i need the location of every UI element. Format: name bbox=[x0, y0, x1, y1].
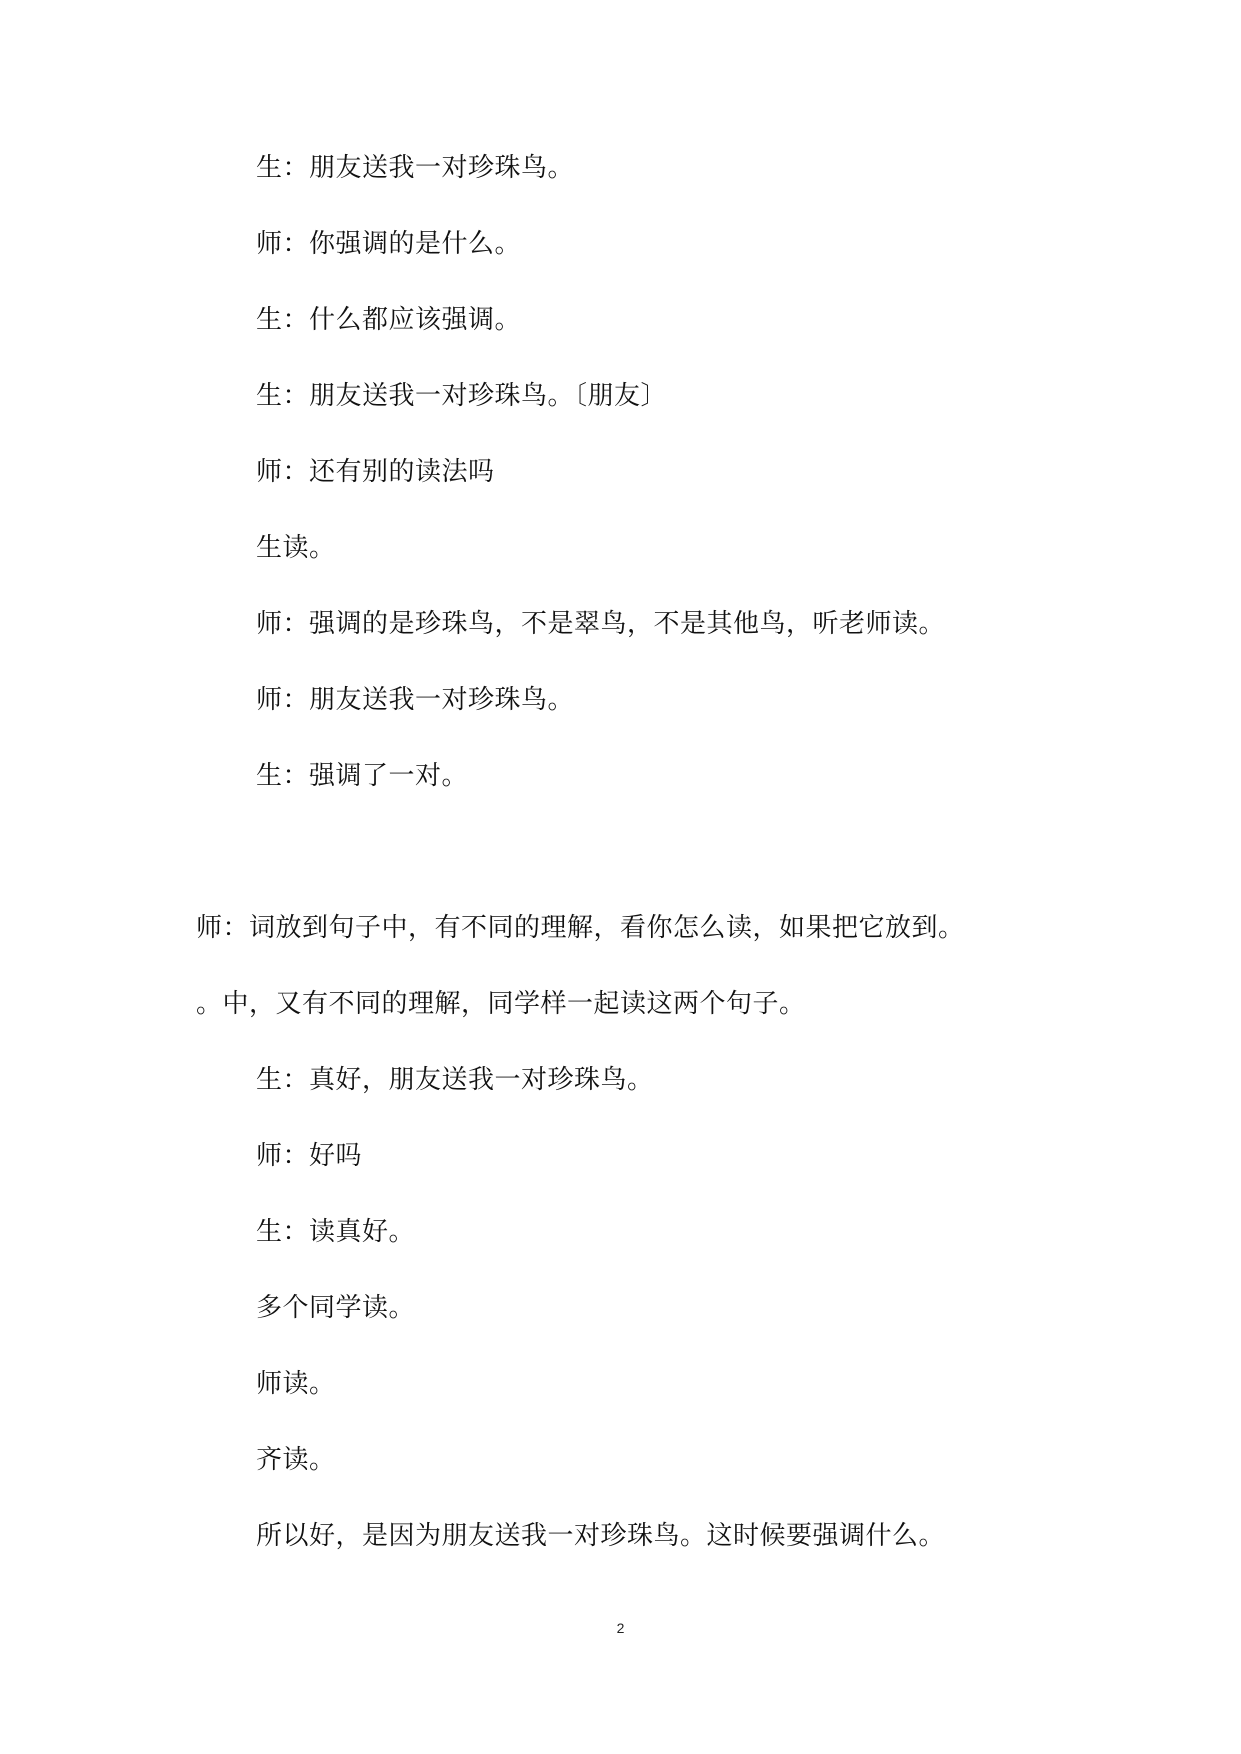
text-line: 师读。 bbox=[256, 1369, 336, 1399]
text-line: 。中，又有不同的理解，同学样一起读这两个句子。 bbox=[196, 989, 806, 1019]
text-line: 生：强调了一对。 bbox=[256, 761, 469, 791]
text-line: 生：真好，朋友送我一对珍珠鸟。 bbox=[256, 1065, 654, 1095]
text-line: 师：强调的是珍珠鸟，不是翠鸟，不是其他鸟，听老师读。 bbox=[256, 609, 946, 639]
text-line: 师：好吗 bbox=[256, 1141, 363, 1171]
page-number: 2 bbox=[616, 1620, 625, 1636]
text-line: 生：什么都应该强调。 bbox=[256, 305, 522, 335]
text-line: 多个同学读。 bbox=[256, 1293, 416, 1323]
text-line: 生读。 bbox=[256, 533, 336, 563]
text-line: 所以好，是因为朋友送我一对珍珠鸟。这时候要强调什么。 bbox=[256, 1521, 946, 1551]
text-line: 师：词放到句子中，有不同的理解，看你怎么读，如果把它放到。 bbox=[196, 913, 965, 943]
text-line: 师：朋友送我一对珍珠鸟。 bbox=[256, 685, 575, 715]
text-line: 师：你强调的是什么。 bbox=[256, 229, 522, 259]
text-line: 师：还有别的读法吗 bbox=[256, 457, 495, 487]
text-line: 生：朋友送我一对珍珠鸟。〔朋友〕 bbox=[256, 381, 668, 411]
text-line: 齐读。 bbox=[256, 1445, 336, 1475]
text-line: 生：朋友送我一对珍珠鸟。 bbox=[256, 153, 575, 183]
text-line: 生：读真好。 bbox=[256, 1217, 416, 1247]
